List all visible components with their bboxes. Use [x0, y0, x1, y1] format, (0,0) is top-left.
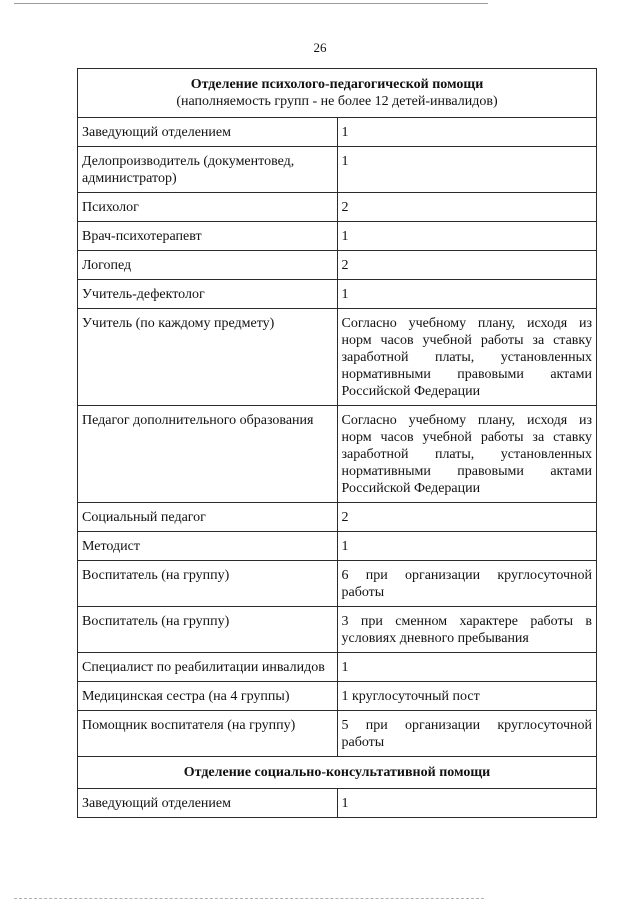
section-header-row [78, 69, 597, 118]
table-row [78, 222, 597, 251]
position-cell: Заведующий отделением [78, 118, 338, 147]
count-cell: Согласно учебному плану, исходя из норм часов учебной работы за ставку заработной платы, установленных нормативными правовыми актами Российской Федерации [337, 309, 597, 406]
table-row [78, 607, 597, 653]
count-cell: 5 при организации круглосуточной работы [337, 711, 597, 757]
section-header [78, 69, 597, 118]
staffing-table [77, 68, 597, 818]
section-header [78, 757, 597, 789]
table-row [78, 309, 597, 406]
position-cell: Психолог [78, 193, 338, 222]
position-cell: Учитель (по каждому предмету) [78, 309, 338, 406]
table-row [78, 251, 597, 280]
section-title: Отделение социально-консультативной помощи [183, 765, 491, 780]
table-row [78, 711, 597, 757]
section-title: Отделение психолого-педагогической помощи [190, 77, 484, 92]
position-cell: Социальный педагог [78, 503, 338, 532]
section-subtitle: (наполняемость групп - не более 12 детей-инвалидов) [176, 94, 498, 109]
count-cell: 1 [337, 280, 597, 309]
section-header-row [78, 757, 597, 789]
top-scan-rule [14, 3, 488, 4]
table-row [78, 653, 597, 682]
position-cell: Делопроизводитель (документовед, администратор) [78, 147, 338, 193]
position-cell: Педагог дополнительного образования [78, 406, 338, 503]
count-cell: 3 при сменном характере работы в условиях дневного пребывания [337, 607, 597, 653]
count-cell: 1 [337, 789, 597, 818]
count-cell: 2 [337, 193, 597, 222]
table-row [78, 147, 597, 193]
count-cell: 1 [337, 147, 597, 193]
page-number: 26 [313, 40, 327, 55]
count-cell: Согласно учебному плану, исходя из норм часов учебной работы за ставку заработной платы, установленных нормативными правовыми актами Российской Федерации [337, 406, 597, 503]
table-row [78, 193, 597, 222]
count-cell: 1 [337, 653, 597, 682]
position-cell: Воспитатель (на группу) [78, 561, 338, 607]
count-cell: 1 [337, 222, 597, 251]
table-row [78, 406, 597, 503]
position-cell: Врач-психотерапевт [78, 222, 338, 251]
table-row [78, 118, 597, 147]
table-row [78, 532, 597, 561]
position-cell: Заведующий отделением [78, 789, 338, 818]
count-cell: 1 круглосуточный пост [337, 682, 597, 711]
table-row [78, 503, 597, 532]
position-cell: Методист [78, 532, 338, 561]
position-cell: Медицинская сестра (на 4 группы) [78, 682, 338, 711]
table-row [78, 789, 597, 818]
count-cell: 1 [337, 532, 597, 561]
table-row [78, 561, 597, 607]
bottom-scan-rule [14, 898, 484, 899]
table-row [78, 682, 597, 711]
count-cell: 6 при организации круглосуточной работы [337, 561, 597, 607]
position-cell: Учитель-дефектолог [78, 280, 338, 309]
count-cell: 1 [337, 118, 597, 147]
position-cell: Помощник воспитателя (на группу) [78, 711, 338, 757]
position-cell: Воспитатель (на группу) [78, 607, 338, 653]
table-row [78, 280, 597, 309]
position-cell: Специалист по реабилитации инвалидов [78, 653, 338, 682]
position-cell: Логопед [78, 251, 338, 280]
count-cell: 2 [337, 503, 597, 532]
count-cell: 2 [337, 251, 597, 280]
